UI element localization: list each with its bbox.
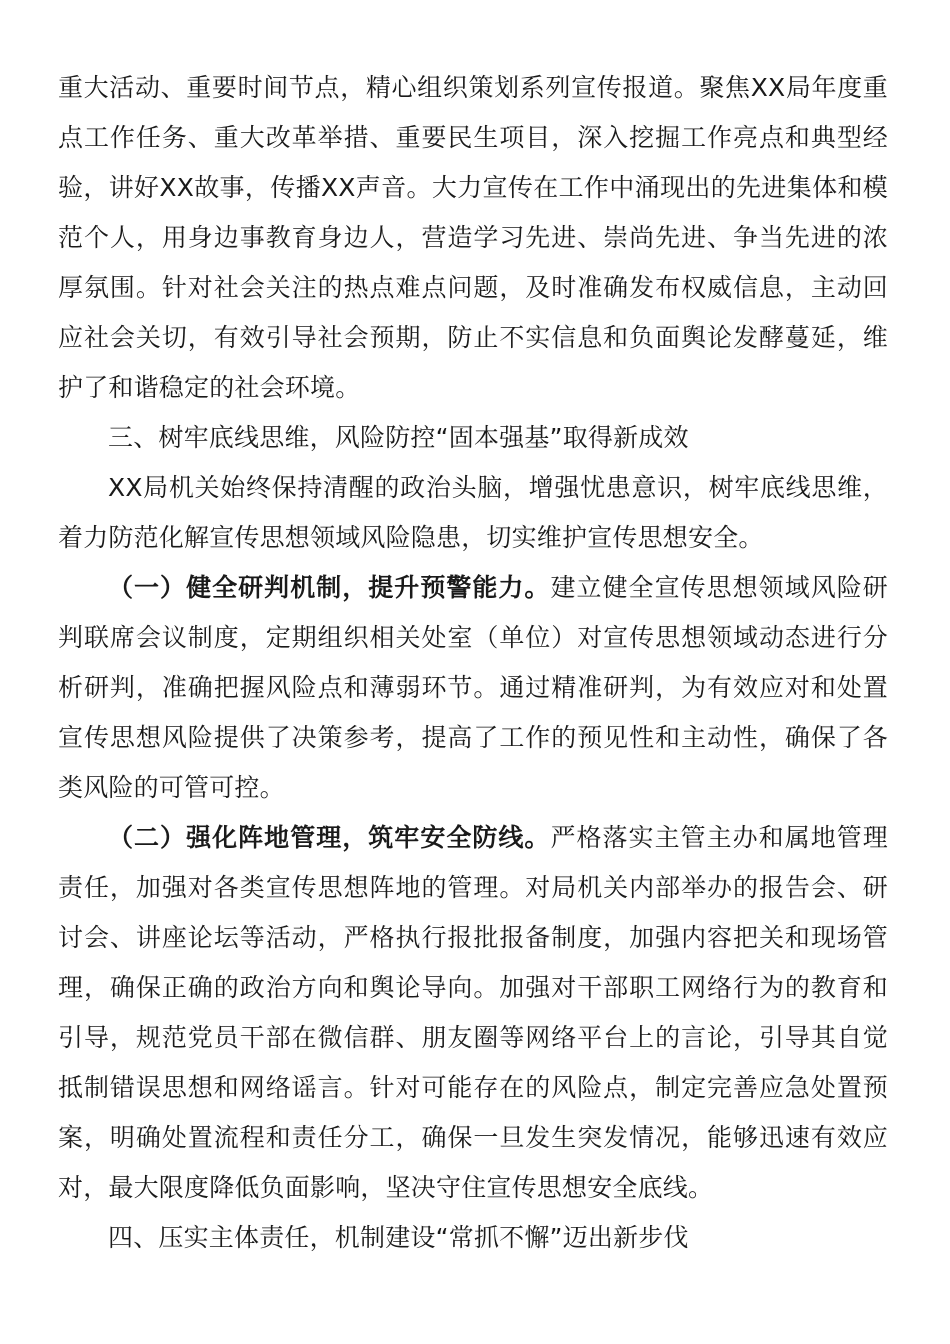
section-heading-4: 四、压实主体责任，机制建设“常抓不懈”迈出新步伐	[108, 1223, 689, 1252]
item-1-body: 建立健全宣传思想领域风险研判联席会议制度，定期组织相关处室（单位）对宣传思想领域动态进行分析研判，准确把握风险点和薄弱环节。通过精准研判，为有效应对和处置宣传思想风险提供了决策参考，提高了工作的预见性和主动性，确保了各类风险的可管可控。	[58, 573, 888, 802]
section-heading-3: 三、树牢底线思维，风险防控“固本强基”取得新成效	[108, 423, 689, 452]
item-1-title: （一）健全研判机制，提升预警能力。	[108, 573, 551, 602]
paragraph-item-2	[58, 813, 888, 1213]
item-2-title: （二）强化阵地管理，筑牢安全防线。	[108, 823, 551, 852]
item-2-body: 严格落实主管主办和属地管理责任，加强对各类宣传思想阵地的管理。对局机关内部举办的报告会、研讨会、讲座论坛等活动，严格执行报批报备制度，加强内容把关和现场管理，确保正确的政治方向和舆论导向。加强对干部职工网络行为的教育和引导，规范党员干部在微信群、朋友圈等网络平台上的言论，引导其自觉抵制错误思想和网络谣言。针对可能存在的风险点，制定完善应急处置预案，明确处置流程和责任分工，确保一旦发生突发情况，能够迅速有效应对，最大限度降低负面影响，坚决守住宣传思想安全底线。	[58, 823, 888, 1202]
paragraph-item-1	[58, 563, 888, 813]
paragraph-publicity-continued: 重大活动、重要时间节点，精心组织策划系列宣传报道。聚焦XX局年度重点工作任务、重大改革举措、重要民生项目，深入挖掘工作亮点和典型经验，讲好XX故事，传播XX声音。大力宣传在工作中涌现出的先进集体和模范个人，用身边事教育身边人，营造学习先进、崇尚先进、争当先进的浓厚氛围。针对社会关注的热点难点问题，及时准确发布权威信息，主动回应社会关切，有效引导社会预期，防止不实信息和负面舆论发酵蔓延，维护了和谐稳定的社会环境。	[58, 73, 888, 402]
paragraph-risk-intro: XX局机关始终保持清醒的政治头脑，增强忧患意识，树牢底线思维，着力防范化解宣传思想领域风险隐患，切实维护宣传思想安全。	[58, 473, 888, 552]
document-page	[58, 63, 888, 1263]
